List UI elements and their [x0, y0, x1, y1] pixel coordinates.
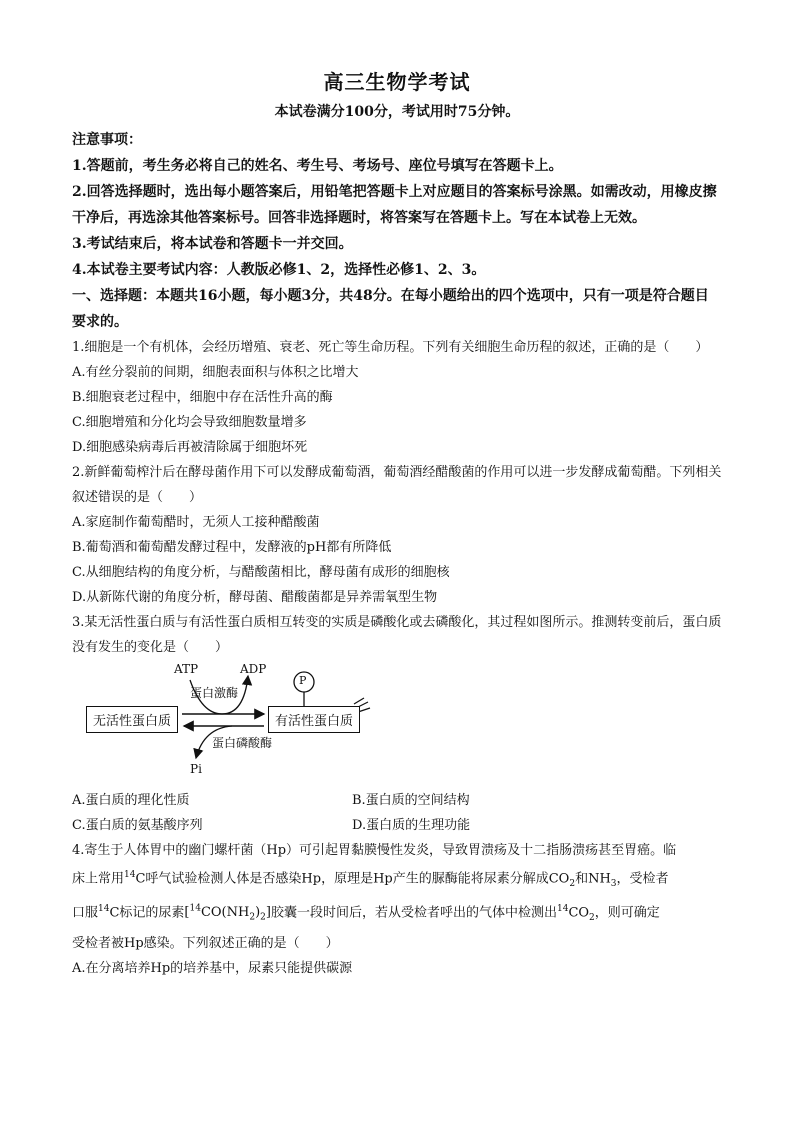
question-1-stem: 1.细胞是一个有机体，会经历增殖、衰老、死亡等生命历程。下列有关细胞生命历程的叙述，正确的是（ ） [72, 340, 709, 355]
kinase-label: 蛋白激酶 [190, 686, 239, 700]
pi-label: Pi [190, 762, 202, 776]
question-3-option-d: D.蛋白质的生理功能 [352, 818, 471, 833]
phosphorylation-diagram [72, 662, 722, 784]
active-protein-box: 有活性蛋白质 [268, 706, 360, 733]
question-4-line-3: 口服$^{14}$C标记的尿素$[^{14}CO(NH_2)_2]$胶囊一段时间后，若从受检者呼出的气体中检测出$^{14}CO_2$，则可确定 [72, 903, 660, 923]
question-1-option-c: C.细胞增殖和分化均会导致细胞数量增多 [72, 415, 307, 430]
question-2-option-b: B.葡萄酒和葡萄醋发酵过程中，发酵液的pH都有所降低 [72, 540, 392, 555]
question-3-options-row-1 [72, 788, 722, 813]
exam-title: 高三生物学考试 [323, 70, 471, 94]
question-3-option-a: A.蛋白质的理化性质 [72, 793, 190, 808]
note-3: 3.考试结束后，将本试卷和答题卡一并交回。 [72, 236, 353, 252]
question-2-option-d: D.从新陈代谢的角度分析，酵母菌、醋酸菌都是异养需氧型生物 [72, 590, 438, 605]
atp-label: ATP [174, 662, 199, 676]
inactive-protein-box: 无活性蛋白质 [86, 706, 178, 733]
question-4-line-1: 4.寄生于人体胃中的幽门螺杆菌（Hp）可引起胃黏膜慢性发炎，导致胃溃疡及十二指肠溃疡甚至胃癌。临 [72, 843, 677, 858]
question-2-option-c: C.从细胞结构的角度分析，与醋酸菌相比，酵母菌有成形的细胞核 [72, 565, 450, 580]
notes-heading: 注意事项： [72, 132, 142, 148]
question-2-stem: 2.新鲜葡萄榨汁后在酵母菌作用下可以发酵成葡萄酒，葡萄酒经醋酸菌的作用可以进一步发酵成葡萄醋。下列相关叙述错误的是（ ） [72, 465, 722, 505]
question-3-stem: 3.某无活性蛋白质与有活性蛋白质相互转变的实质是磷酸化或去磷酸化，其过程如图所示。推测转变前后，蛋白质没有发生的变化是（ ） [72, 615, 722, 655]
question-3-options-row-2 [72, 813, 722, 838]
phosphatase-label: 蛋白磷酸酶 [212, 736, 273, 750]
adp-label: ADP [240, 662, 267, 676]
question-4-option-a: A.在分离培养Hp的培养基中，尿素只能提供碳源 [72, 960, 353, 976]
urea-formula: $[^{14}CO(NH_2)_2]$ [184, 903, 271, 923]
note-1: 1.答题前，考生务必将自己的姓名、考生号、考场号、座位号填写在答题卡上。 [72, 158, 563, 174]
phosphate-label: P [299, 674, 307, 687]
question-1-option-b: B.细胞衰老过程中，细胞中存在活性升高的酶 [72, 390, 333, 405]
note-4: 4.本试卷主要考试内容：人教版必修1、2，选择性必修1、2、3。 [72, 262, 486, 278]
note-2: 2.回答选择题时，选出每小题答案后，用铅笔把答题卡上对应题目的答案标号涂黑。如需改动，用橡皮擦干净后，再选涂其他答案标号。回答非选择题时，将答案写在答题卡上。写在本试卷上无效。 [72, 184, 717, 226]
question-2-option-a: A.家庭制作葡萄醋时，无须人工接种醋酸菌 [72, 515, 320, 530]
question-4-line-4: 受检者被Hp感染。下列叙述正确的是（ ） [72, 935, 339, 951]
question-3-option-c: C.蛋白质的氨基酸序列 [72, 818, 203, 833]
question-4-line-2: 床上常用$^{14}$C呼气试验检测人体是否感染Hp，原理是Hp产生的脲酶能将尿素分解成$CO_2$和$NH_3$，受检者 [72, 870, 669, 889]
exam-page [72, 66, 722, 981]
section-1-heading: 一、选择题：本题共16小题，每小题3分，共48分。在每小题给出的四个选项中，只有一项是符合题目要求的。 [72, 288, 709, 330]
question-1-option-a: A.有丝分裂前的间期，细胞表面积与体积之比增大 [72, 365, 359, 380]
question-1-option-d: D.细胞感染病毒后再被清除属于细胞坏死 [72, 440, 308, 455]
exam-subtitle: 本试卷满分100分，考试用时75分钟。 [274, 104, 520, 120]
question-3-option-b: B.蛋白质的空间结构 [352, 793, 470, 808]
